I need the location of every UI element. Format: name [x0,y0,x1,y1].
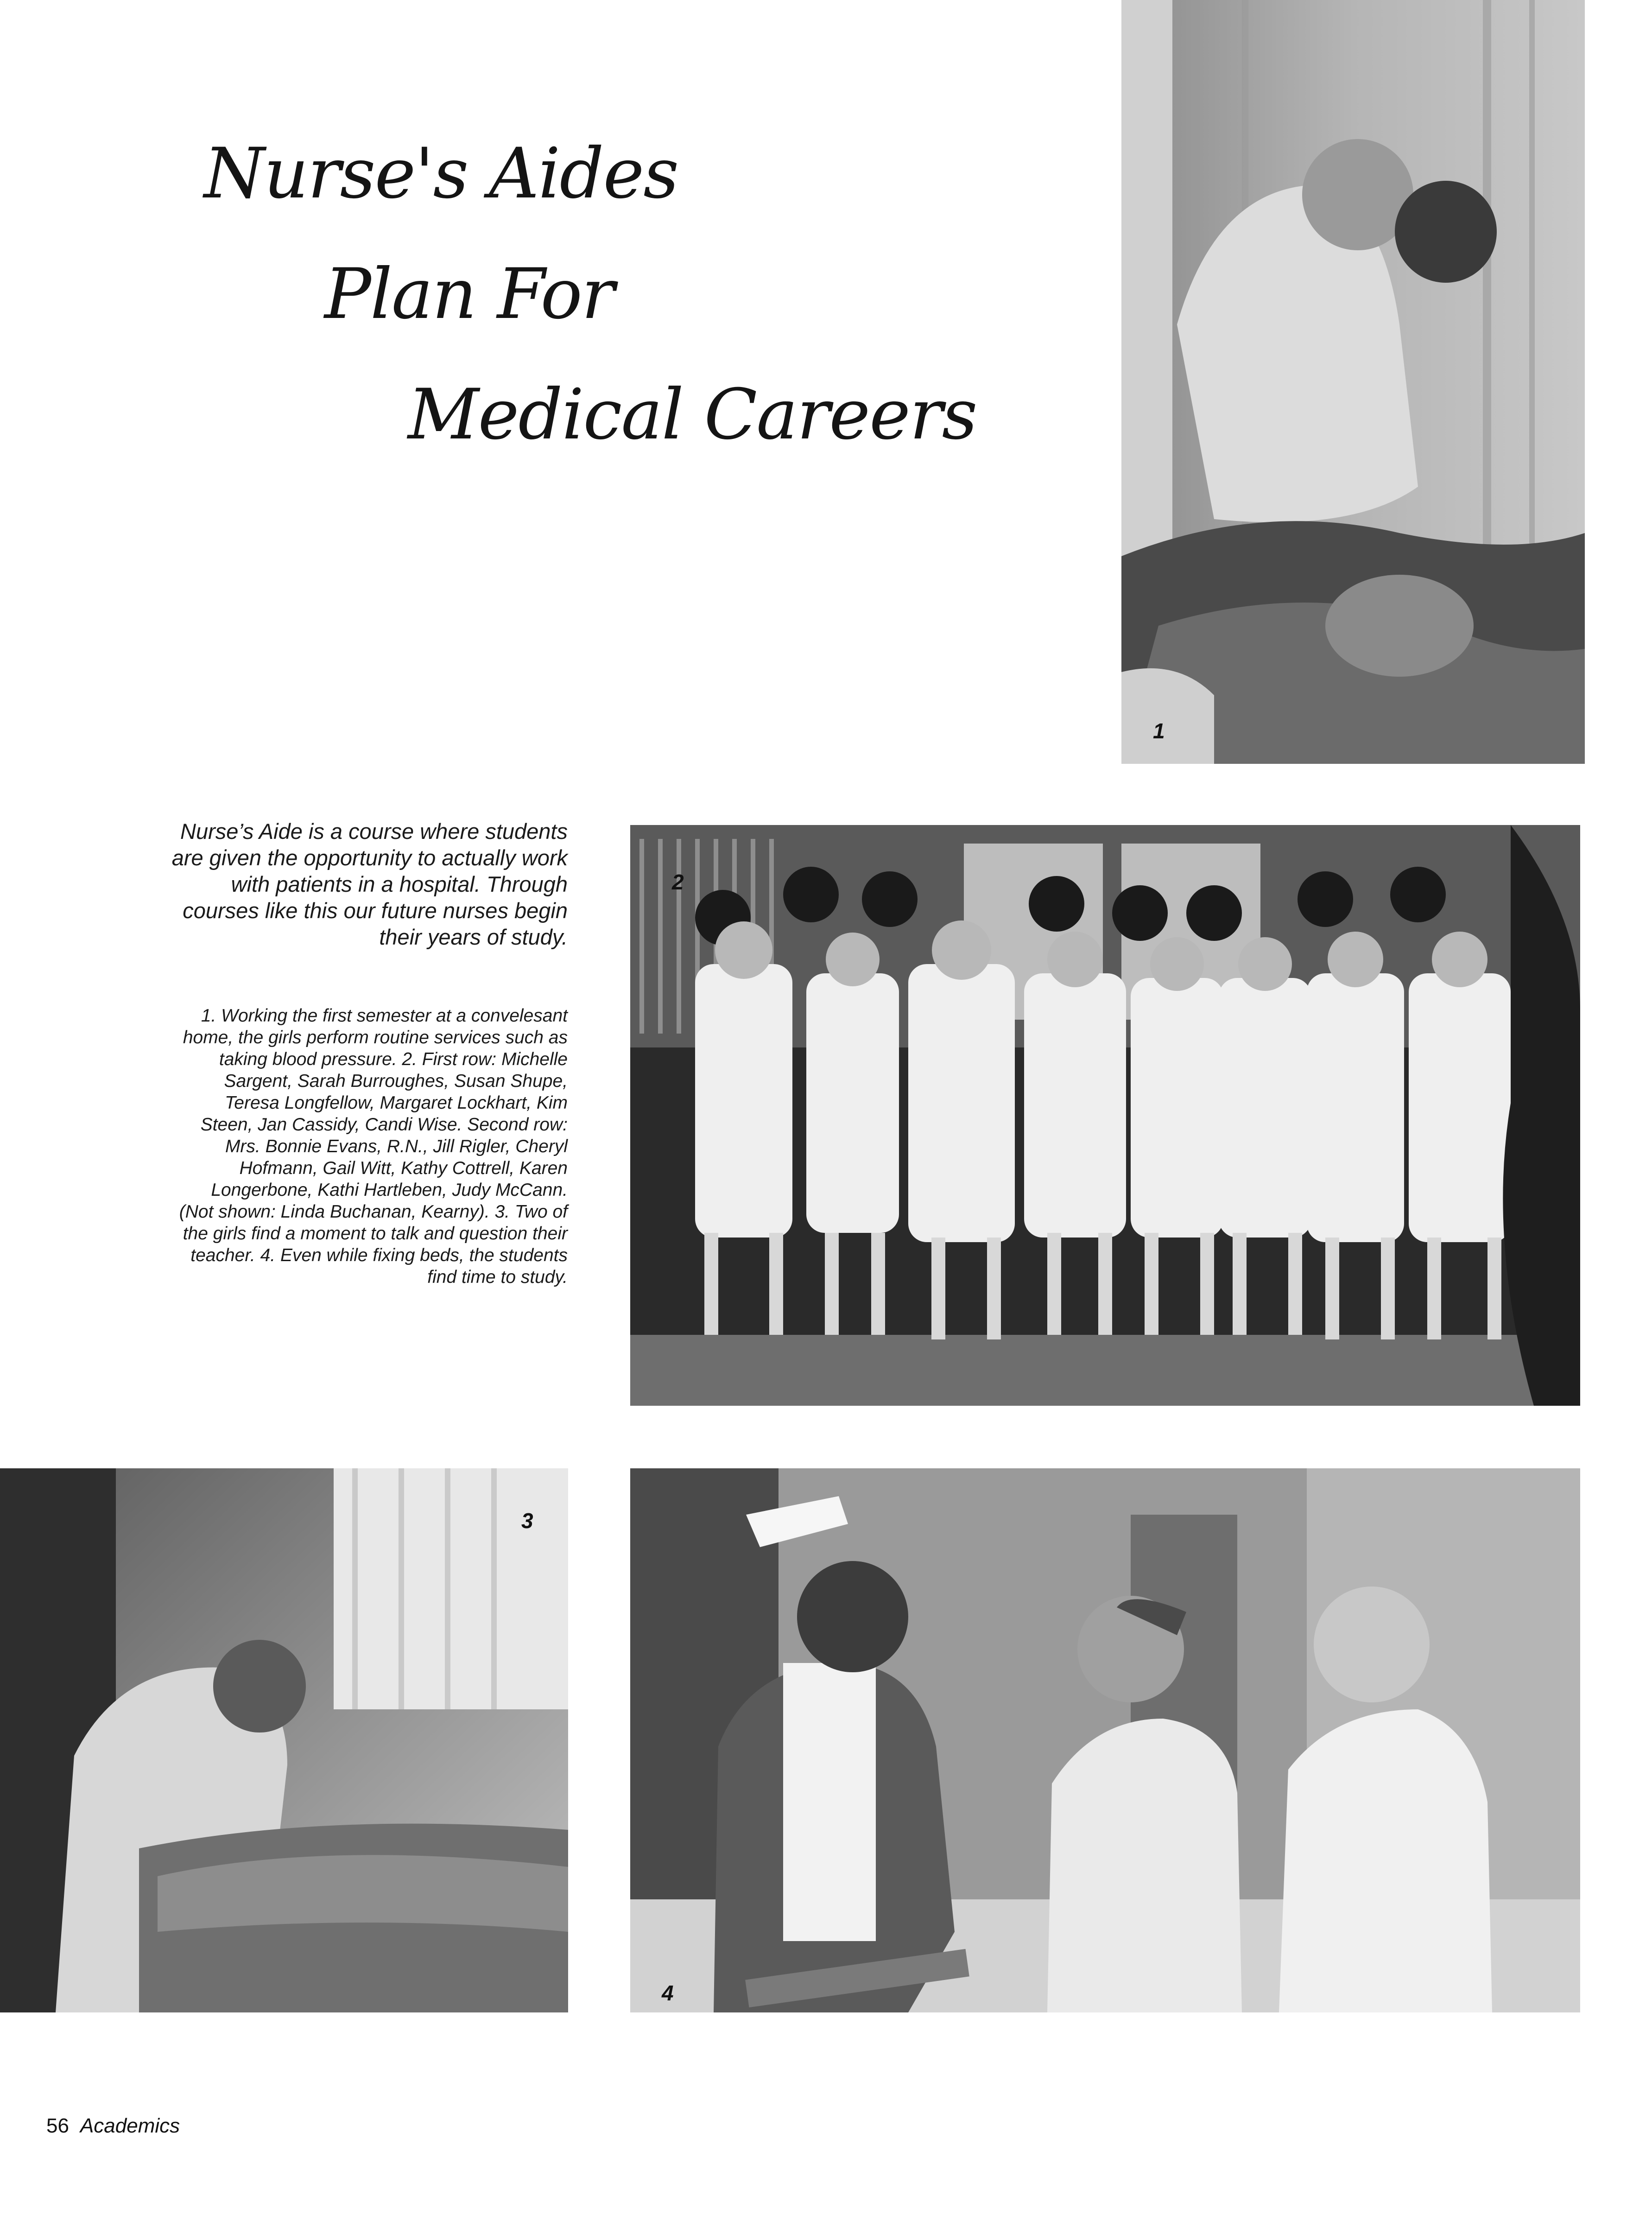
captions-paragraph: 1. Working the first semester at a convelesant home, the girls perform routine services such as taking blood pressure. 2. First row: Michelle Sargent, Sarah Burroughes, Susan Shupe, Teresa Longfellow, Margaret Lockhart, Kim Steen, Jan Cassidy, Candi Wise. Second row: Mrs. Bonnie Evans, R.N., Jill Rigler, Cheryl Hofmann, Gail Witt, Kathy Cottrell, Karen Longerbone, Kathi Hartleben, Judy McCann. (Not shown: Linda Buchanan, Kearny). 3. Two of the girls find a moment to talk and question their teacher. 4. Even while fixing beds, the students find time to study. [179,1006,568,1287]
photo-2-number: 2 [672,870,684,894]
section-label: Academics [80,2114,180,2137]
photo-4 [630,1468,1580,2012]
intro-paragraph: Nurse’s Aide is a course where students are given the opportunity to actually work with patients in a hospital. Through courses like this our future nurses begin their years of study. [171,819,568,949]
photo-1-number: 1 [1153,719,1165,743]
page-footer [46,2114,180,2138]
photo-2-image [630,825,1580,1406]
page-number: 56 [46,2114,69,2137]
title-line-1: Nurse's Aides [204,133,678,214]
photo-1 [1121,0,1585,764]
photo-3-number: 3 [521,1509,533,1533]
photo-1-image [1121,0,1585,764]
photo-2 [630,825,1580,1406]
title-line-3: Medical Careers [408,374,977,455]
photo-3 [0,1468,568,2012]
photo-3-image [0,1468,568,2012]
photo-4-image [630,1468,1580,2012]
title-line-2: Plan For [324,254,614,335]
photo-4-number: 4 [662,1981,674,2005]
